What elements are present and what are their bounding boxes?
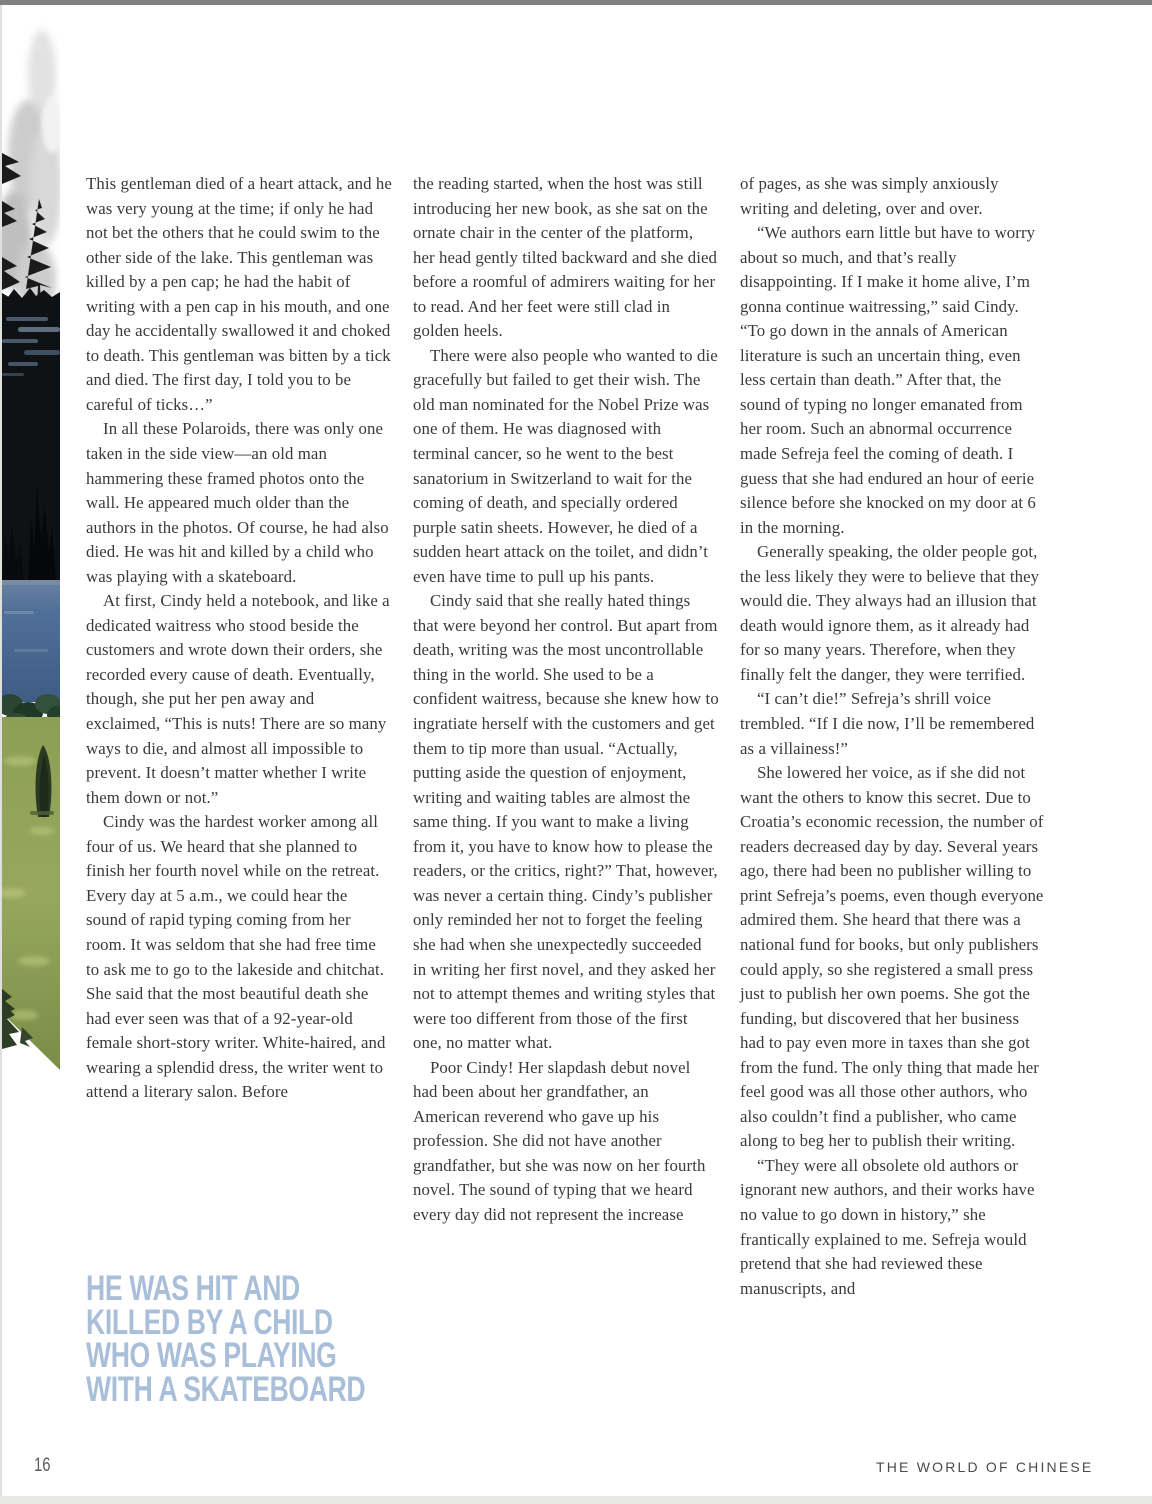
lake: [2, 580, 60, 702]
bottom-edge-bar: [0, 1496, 1152, 1504]
paragraph: There were also people who wanted to die gracefully but failed to get their wish. The old man nominated for the Nobel Prize was one of them. He was diagnosed with terminal cancer, so he went to the best sanatorium in Switzerland to wait for the coming of death, and specially ordered purple satin sheets. However, he died of a sudden heart attack on the toilet, and didn’t even have time to pull up his pants.: [413, 345, 718, 586]
text-column-2: [413, 172, 719, 1228]
paragraph: Cindy was the hardest worker among all four of us. We heard that she planned to finish her fourth novel while on the retreat. Every day at 5 a.m., we could hear the sound of rapid typing coming from her room. It was seldom that she had free time to ask me to go to the lakeside and chitchat. She said that the most beautiful death she had ever seen was that of a 92-year-old female short-story writer. White-haired, and wearing a splendid dress, the writer went to attend a literary salon. Before: [86, 812, 386, 1102]
magazine-title-footer: THE WORLD OF CHINESE: [876, 1459, 1094, 1475]
paragraph: “They were all obsolete old authors or ignorant new authors, and their works have no value to go down in history,” she frantically explained to me. Sefreja would pretend that she had reviewed these manuscripts, and: [740, 1155, 1035, 1298]
text-column-3: [740, 172, 1046, 1301]
pull-quote-line: WHO WAS PLAYING: [86, 1336, 337, 1375]
paragraph: She lowered her voice, as if she did not want the others to know this secret. Due to Croatia’s economic recession, the number of readers decreased day by day. Several years ago, there had been no publisher willing to print Sefreja’s poems, even though everyone admired them. She heard that there was a national fund for books, but only publishers could apply, so she registered a small press just to publish her own poems. She got the funding, but discovered that her business had to pay even more in taxes than she got from the fund. The only thing that made her feel good was all those other authors, who also couldn’t find a publisher, who came along to beg her to publish their writing.: [740, 763, 1044, 1151]
paragraph: of pages, as she was simply anxiously writing and deleting, over and over.: [740, 174, 999, 218]
text-column-1: [86, 172, 392, 1105]
pull-quote: [86, 1269, 366, 1409]
pull-quote-line: KILLED BY A CHILD: [86, 1302, 333, 1342]
top-edge-bar: [0, 0, 1152, 5]
paragraph: “I can’t die!” Sefreja’s shrill voice trembled. “If I die now, I’ll be remembered as a villainess!”: [740, 689, 1035, 758]
paragraph: “We authors earn little but have to worry about so much, and that’s really disappointing. If I make it home alive, I’m gonna continue waitressing,” said Cindy. “To go down in the annals of American literature is such an uncertain thing, even less certain than death.” After that, the sound of typing no longer emanated from her room. Such an abnormal occurrence made Sefreja feel the coming of death. I guess that she had endured an hour of eerie silence before she knocked on my door at 6 in the morning.: [740, 223, 1036, 537]
paragraph: the reading started, when the host was still introducing her new book, as she sat on the ornate chair in the center of the platform, her head gently tilted backward and she died before a roomful of admirers waiting for her to read. And her feet were still clad in golden heels.: [413, 174, 718, 341]
paragraph: Generally speaking, the older people got, the less likely they were to believe that they would die. They always had an illusion that death would ignore them, as it already had for so many years. Therefore, when they finally felt the danger, they were terrified.: [740, 542, 1040, 684]
pull-quote-line: WITH A SKATEBOARD: [86, 1369, 366, 1409]
paragraph: In all these Polaroids, there was only one taken in the side view—an old man hammering these framed photos onto the wall. He appeared much older than the authors in the photos. Of course, he had also died. He was hit and killed by a child who was playing with a skateboard.: [86, 419, 389, 586]
landscape-illustration: [2, 5, 60, 1070]
paragraph: This gentleman died of a heart attack, and he was very young at the time; if only he had not bet the others that he could swim to the other side of the lake. This gentleman was killed by a pen cap; he had the habit of writing with a pen cap in his mouth, and one day he accidentally swallowed it and choked to death. This gentleman was bitten by a tick and died. The first day, I told you to be careful of ticks…”: [86, 174, 392, 414]
paragraph: Cindy said that she really hated things that were beyond her control. But apart from death, writing was the most uncontrollable thing in the world. She used to be a confident waitress, because she knew how to ingratiate herself with the customers and get them to tip more than usual. “Actually, putting aside the question of enjoyment, writing and waiting tables are almost the same thing. If you want to make a living from it, you have to know how to please the readers, or the critics, right?” That, however, was never a certain thing. Cindy’s publisher only reminded her not to forget the feeling she had when she unexpectedly succeeded in writing her first novel, and they asked her not to attempt themes and writing styles that were too different from those of the first one, no matter what.: [413, 591, 719, 1053]
pull-quote-line: HE WAS HIT AND: [86, 1269, 300, 1308]
paragraph: At first, Cindy held a notebook, and like a dedicated waitress who stood beside the customers and wrote down their orders, she recorded every cause of death. Eventually, though, she put her pen away and exclaimed, “This is nuts! There are so many ways to die, and almost all impossible to prevent. It doesn’t matter whether I write them down or not.”: [86, 591, 390, 807]
page-number: 16: [34, 1455, 51, 1476]
paragraph: Poor Cindy! Her slapdash debut novel had been about her grandfather, an American reverend who gave up his profession. She did not have another grandfather, but she was now on her fourth novel. The sound of typing that we heard every day did not represent the increase: [413, 1057, 706, 1224]
